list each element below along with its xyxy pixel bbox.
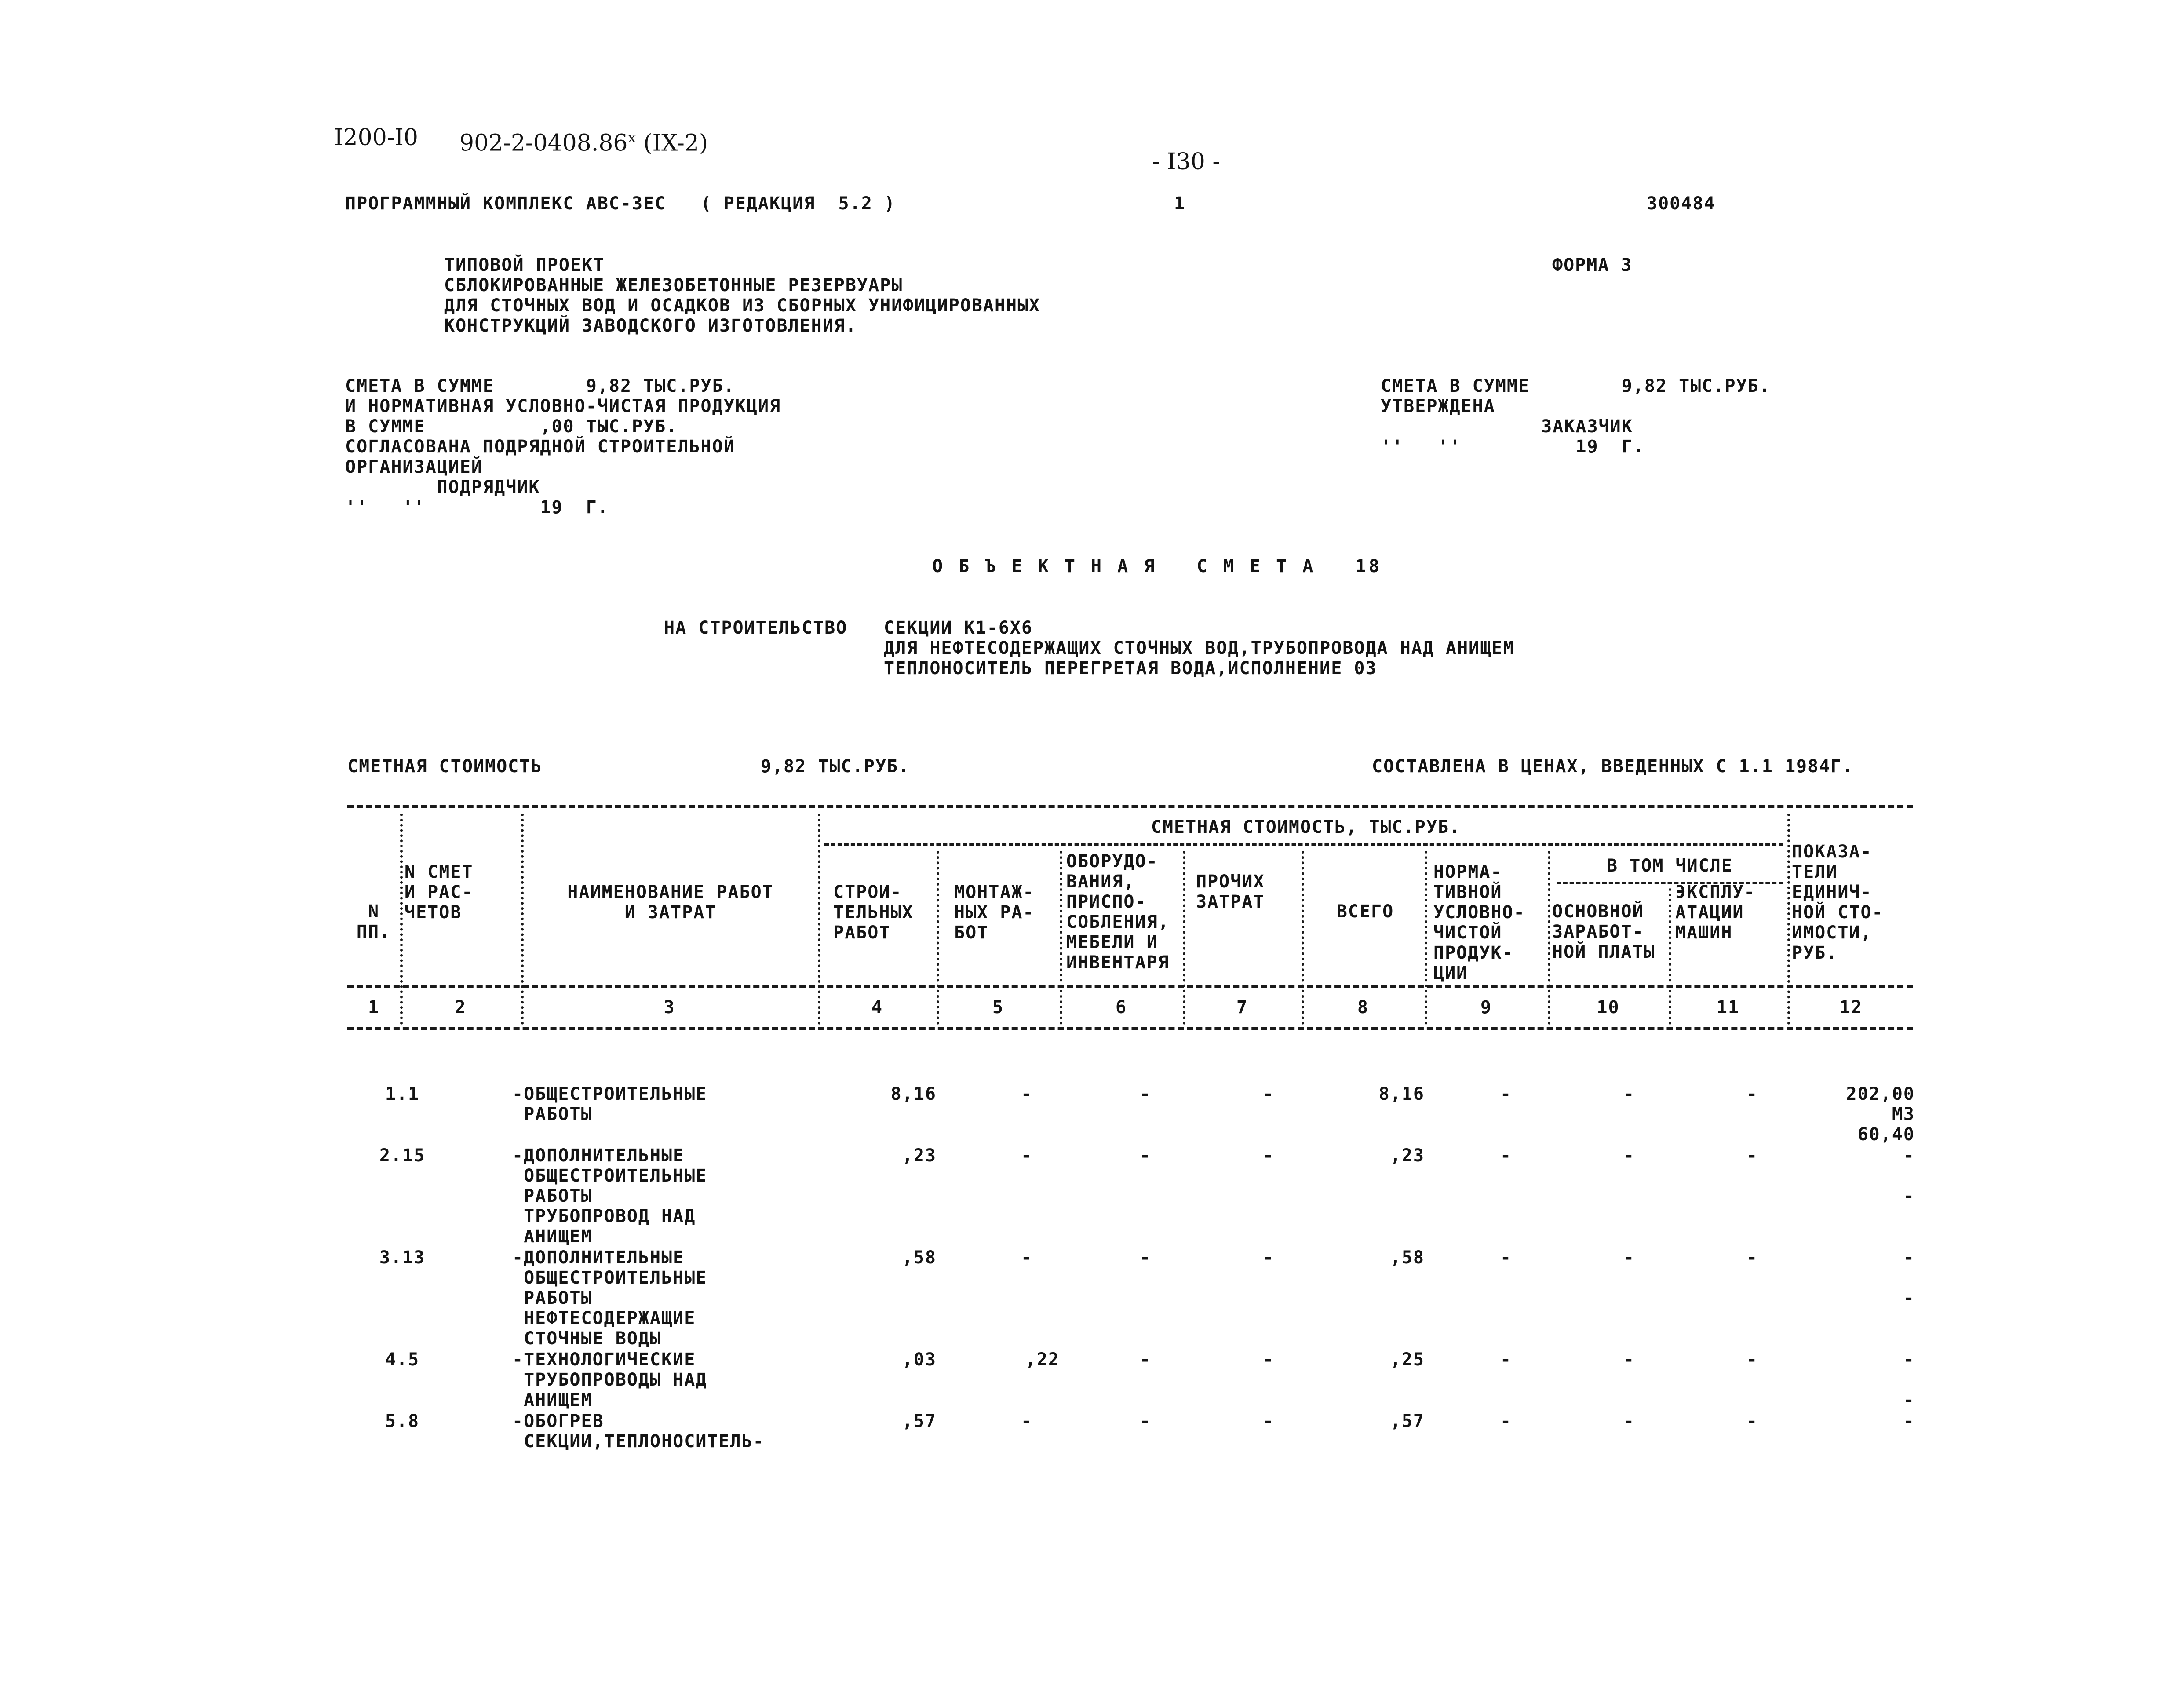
approval-line: '' '' 19 Г. xyxy=(345,497,609,518)
project-line: СБЛОКИРОВАННЫЕ ЖЕЛЕЗОБЕТОННЫЕ РЕЗЕРВУАРЫ xyxy=(444,275,903,296)
row-mount: - xyxy=(1021,1411,1033,1431)
row-other: - xyxy=(1262,1146,1275,1166)
program-page: 1 xyxy=(1174,193,1186,214)
row-equip: - xyxy=(1139,1350,1152,1370)
row-salary: - xyxy=(1623,1411,1635,1431)
column-number: 2 xyxy=(455,997,467,1018)
price-basis: СОСТАВЛЕНА В ЦЕНАХ, ВВЕДЕННЫХ С 1.1 1984Г. xyxy=(1372,756,1854,777)
table-rule-top xyxy=(347,805,1913,808)
row-name: -ОБЩЕСТРОИТЕЛЬНЫЕ РАБОТЫ xyxy=(512,1084,707,1124)
column-number: 7 xyxy=(1236,997,1248,1018)
row-equip: - xyxy=(1139,1084,1152,1104)
row-norm: - xyxy=(1500,1248,1512,1268)
row-equip: - xyxy=(1139,1248,1152,1268)
column-header-equip: ОБОРУДО- ВАНИЯ, ПРИСПО- СОБЛЕНИЯ, МЕБЕЛИ И ИНВЕНТАРЯ xyxy=(1066,851,1170,973)
column-number: 8 xyxy=(1357,997,1369,1018)
table-rule-group xyxy=(824,843,1783,846)
project-code-superscript: х xyxy=(627,129,636,146)
row-equip: - xyxy=(1139,1411,1152,1431)
row-total: ,25 xyxy=(1390,1350,1425,1370)
row-norm: - xyxy=(1500,1350,1512,1370)
column-header-indicator: ПОКАЗА- ТЕЛИ ЕДИНИЧ- НОЙ СТО- ИМОСТИ, РУБ. xyxy=(1792,842,1884,963)
row-name: -ДОПОЛНИТЕЛЬНЫЕ ОБЩЕСТРОИТЕЛЬНЫЕ РАБОТЫ ТРУБОПРОВОД НАД АНИЩЕМ xyxy=(512,1146,707,1247)
column-number: 12 xyxy=(1839,997,1863,1018)
row-mount: - xyxy=(1021,1146,1033,1166)
form-label: ФОРМА 3 xyxy=(1552,255,1633,275)
column-number: 3 xyxy=(664,997,675,1018)
column-header-total: ВСЕГО xyxy=(1336,901,1394,922)
subject-line: ДЛЯ НЕФТЕСОДЕРЖАЩИХ СТОЧНЫХ ВОД,ТРУБОПРОВОДА НАД АНИЩЕМ xyxy=(884,638,1515,658)
row-other: - xyxy=(1262,1248,1275,1268)
column-header-machines: ЭКСПЛУ- АТАЦИИ МАШИН xyxy=(1675,882,1756,943)
row-salary: - xyxy=(1623,1350,1635,1370)
row-ref: 5.8 xyxy=(385,1411,420,1431)
approval-line: ЗАКАЗЧИК xyxy=(1381,416,1633,437)
row-ref: 2.15 xyxy=(379,1146,426,1166)
approval-line: СМЕТА В СУММЕ 9,82 ТЫС.РУБ. xyxy=(345,376,735,396)
row-norm: - xyxy=(1500,1146,1512,1166)
group-header: СМЕТНАЯ СТОИМОСТЬ, ТЫС.РУБ. xyxy=(1151,817,1461,837)
approval-line: ОРГАНИЗАЦИЕЙ xyxy=(345,457,483,477)
approval-line: ПОДРЯДЧИК xyxy=(345,477,540,497)
row-ref: 4.5 xyxy=(385,1350,420,1370)
row-indicator: - - xyxy=(1903,1248,1915,1308)
row-name: -ОБОГРЕВ СЕКЦИИ,ТЕПЛОНОСИТЕЛЬ- xyxy=(512,1411,765,1452)
column-number: 6 xyxy=(1115,997,1127,1018)
program-code: 300484 xyxy=(1647,193,1716,214)
row-name: -ДОПОЛНИТЕЛЬНЫЕ ОБЩЕСТРОИТЕЛЬНЫЕ РАБОТЫ НЕФТЕСОДЕРЖАЩИЕ СТОЧНЫЕ ВОДЫ xyxy=(512,1248,707,1349)
row-mount: ,22 xyxy=(1025,1350,1060,1370)
row-salary: - xyxy=(1623,1146,1635,1166)
row-machines: - xyxy=(1746,1084,1758,1104)
approval-line: И НОРМАТИВНАЯ УСЛОВНО-ЧИСТАЯ ПРОДУКЦИЯ xyxy=(345,396,781,416)
row-mount: - xyxy=(1021,1084,1033,1104)
row-total: ,58 xyxy=(1390,1248,1425,1268)
column-number: 9 xyxy=(1480,997,1492,1018)
column-header-num: N ПП. xyxy=(356,901,391,942)
project-line: ТИПОВОЙ ПРОЕКТ xyxy=(444,255,605,275)
project-code xyxy=(459,128,708,157)
column-header-build: СТРОИ- ТЕЛЬНЫХ РАБОТ xyxy=(833,882,914,943)
row-equip: - xyxy=(1139,1146,1152,1166)
subject-label: НА СТРОИТЕЛЬСТВО xyxy=(664,618,848,638)
table-rule-header-bottom xyxy=(347,985,1913,988)
row-salary: - xyxy=(1623,1084,1635,1104)
project-line: КОНСТРУКЦИЙ ЗАВОДСКОГО ИЗГОТОВЛЕНИЯ. xyxy=(444,316,857,336)
row-mount: - xyxy=(1021,1248,1033,1268)
approval-line: В СУММЕ ,00 ТЫС.РУБ. xyxy=(345,416,678,437)
row-indicator: - - xyxy=(1903,1146,1915,1206)
approval-line: СОГЛАСОВАНА ПОДРЯДНОЙ СТРОИТЕЛЬНОЙ xyxy=(345,437,735,457)
column-header-mount: МОНТАЖ- НЫХ РА- БОТ xyxy=(954,882,1035,943)
column-separator xyxy=(1787,814,1790,1025)
document-title: О Б Ъ Е К Т Н А Я С М Е Т А 18 xyxy=(932,556,1382,576)
row-total: ,57 xyxy=(1390,1411,1425,1431)
program-line: ПРОГРАММНЫЙ КОМПЛЕКС АВС-3ЕС ( РЕДАКЦИЯ 5.2 ) xyxy=(345,193,896,214)
approval-line: '' '' 19 Г. xyxy=(1381,437,1644,457)
column-header-salary: ОСНОВНОЙ ЗАРАБОТ- НОЙ ПЛАТЫ xyxy=(1552,901,1655,962)
column-separator xyxy=(400,814,403,1025)
row-other: - xyxy=(1262,1350,1275,1370)
row-indicator: 202,00 М3 60,40 xyxy=(1846,1084,1915,1145)
row-name: -ТЕХНОЛОГИЧЕСКИЕ ТРУБОПРОВОДЫ НАД АНИЩЕМ xyxy=(512,1350,707,1410)
row-other: - xyxy=(1262,1411,1275,1431)
column-separator xyxy=(818,814,820,1025)
column-number: 11 xyxy=(1716,997,1740,1018)
table-rule-numbers-bottom xyxy=(347,1027,1913,1030)
column-number: 1 xyxy=(368,997,380,1018)
row-build: 8,16 xyxy=(890,1084,937,1104)
project-line: ДЛЯ СТОЧНЫХ ВОД И ОСАДКОВ ИЗ СБОРНЫХ УНИФИЦИРОВАННЫХ xyxy=(444,296,1041,316)
row-build: ,23 xyxy=(902,1146,937,1166)
row-ref: 1.1 xyxy=(385,1084,420,1104)
row-other: - xyxy=(1262,1084,1275,1104)
row-total: 8,16 xyxy=(1378,1084,1425,1104)
cost-label: СМЕТНАЯ СТОИМОСТЬ xyxy=(347,756,543,777)
column-number: 4 xyxy=(871,997,883,1018)
row-ref: 3.13 xyxy=(379,1248,426,1268)
row-build: ,57 xyxy=(902,1411,937,1431)
row-build: ,58 xyxy=(902,1248,937,1268)
column-number: 5 xyxy=(992,997,1004,1018)
subject-line: СЕКЦИИ К1-6Х6 xyxy=(884,618,1033,638)
row-indicator: - - xyxy=(1903,1350,1915,1410)
column-header-ref: N СМЕТ И РАС- ЧЕТОВ xyxy=(405,862,474,923)
page-number: - I30 - xyxy=(1152,149,1220,175)
subject-line: ТЕПЛОНОСИТЕЛЬ ПЕРЕГРЕТАЯ ВОДА,ИСПОЛНЕНИЕ 03 xyxy=(884,658,1377,679)
row-machines: - xyxy=(1746,1350,1758,1370)
cost-value: 9,82 ТЫС.РУБ. xyxy=(761,756,910,777)
column-number: 10 xyxy=(1597,997,1620,1018)
subgroup-header: В ТОМ ЧИСЛЕ xyxy=(1607,856,1733,876)
row-machines: - xyxy=(1746,1411,1758,1431)
row-machines: - xyxy=(1746,1248,1758,1268)
project-code-suffix: (IX-2) xyxy=(643,130,708,157)
row-norm: - xyxy=(1500,1411,1512,1431)
project-code-main: 902-2-0408.86 xyxy=(459,130,628,157)
row-total: ,23 xyxy=(1390,1146,1425,1166)
column-header-norm: НОРМА- ТИВНОЙ УСЛОВНО- ЧИСТОЙ ПРОДУК- ЦИИ xyxy=(1433,862,1525,983)
approval-line: СМЕТА В СУММЕ 9,82 ТЫС.РУБ. xyxy=(1381,376,1771,396)
column-header-other: ПРОЧИХ ЗАТРАТ xyxy=(1196,872,1265,912)
row-machines: - xyxy=(1746,1146,1758,1166)
row-salary: - xyxy=(1623,1248,1635,1268)
row-build: ,03 xyxy=(902,1350,937,1370)
row-indicator: - xyxy=(1903,1411,1915,1431)
column-header-name: НАИМЕНОВАНИЕ РАБОТ И ЗАТРАТ xyxy=(567,882,774,923)
sheet-code: I200-I0 xyxy=(334,124,418,151)
approval-line: УТВЕРЖДЕНА xyxy=(1381,396,1495,416)
row-norm: - xyxy=(1500,1084,1512,1104)
